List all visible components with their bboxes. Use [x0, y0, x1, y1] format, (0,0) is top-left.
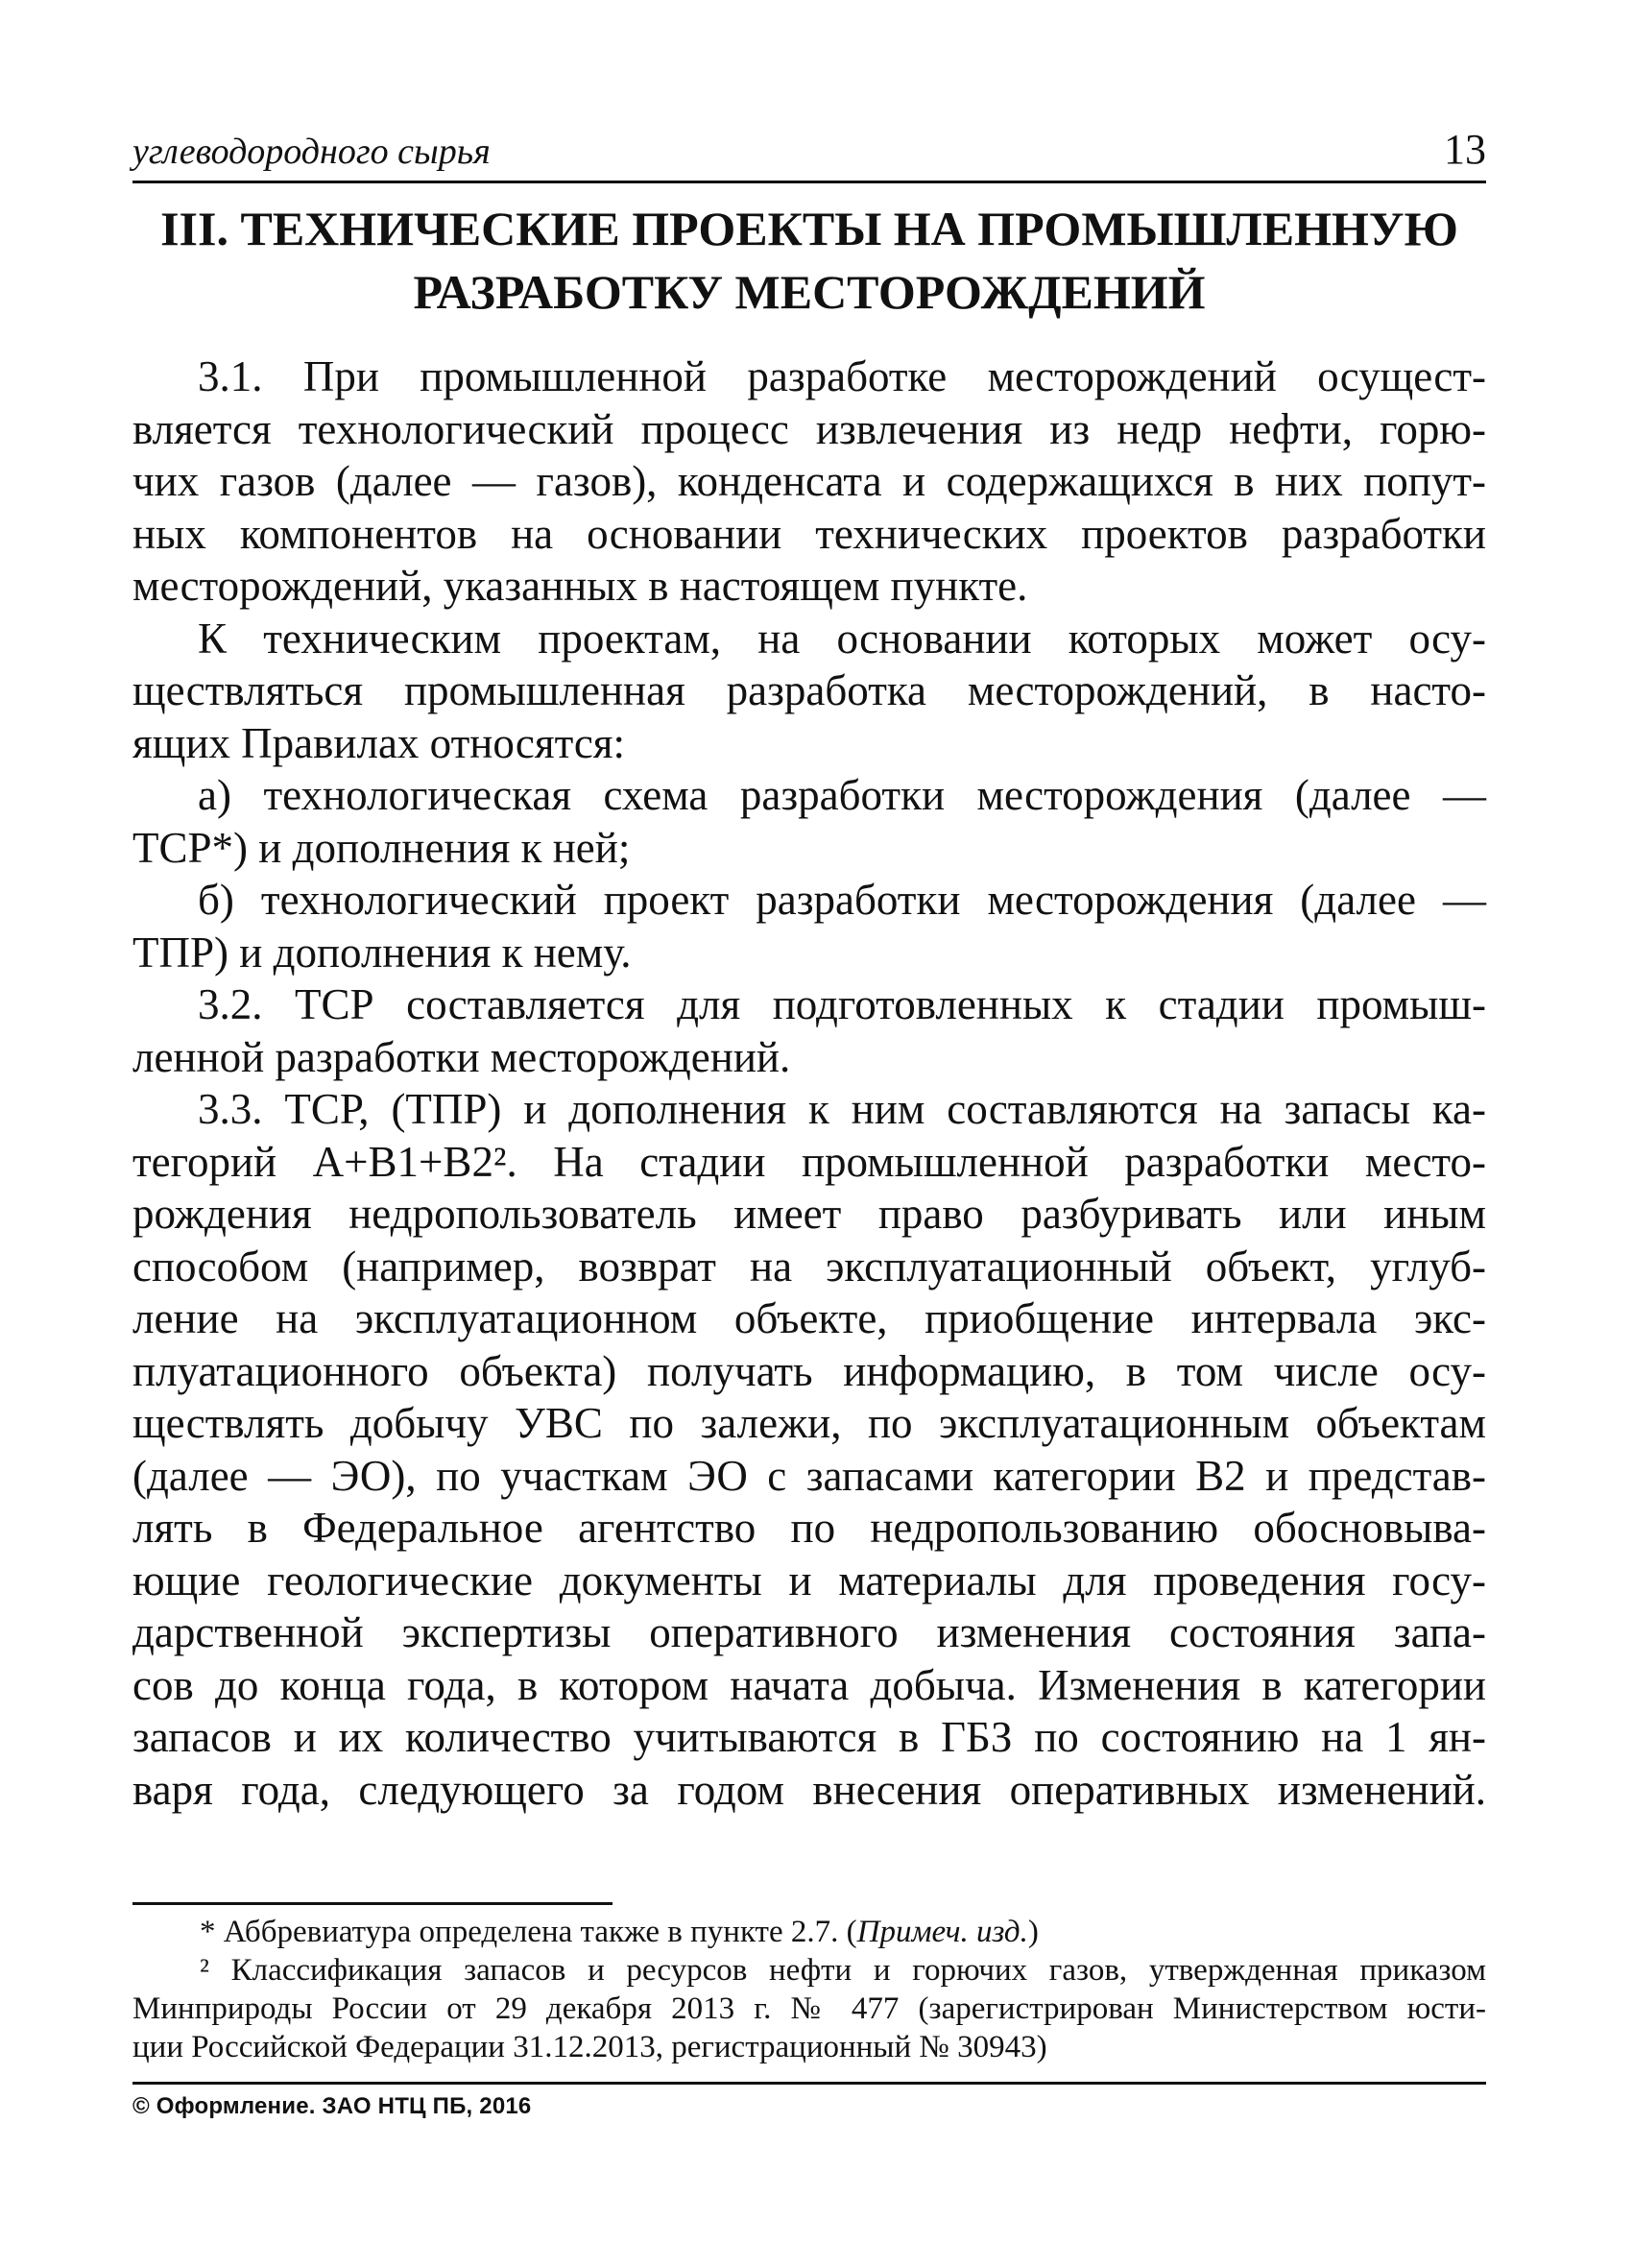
- footnote-1: [132, 1913, 1486, 1951]
- running-title: углеводородного сырья: [132, 132, 491, 172]
- footnote-1-note: Примеч. изд.: [856, 1915, 1028, 1949]
- body-text: [132, 350, 1486, 1816]
- body-line: (далее — ЭО), по участкам ЭО с запасами категории В2 и представ-: [132, 1451, 1486, 1500]
- body-line: ление на эксплуатационном объекте, приобщение интервала экс-: [132, 1294, 1486, 1342]
- body-line: вляется технологический процесс извлечения из недр нефти, горю-: [132, 404, 1486, 453]
- footnote-2-line: ции Российской Федерации 31.12.2013, регистрационный № 30943): [132, 2030, 1047, 2064]
- chapter-title: [132, 197, 1486, 324]
- body-line: ТПР) и дополнения к нему.: [132, 928, 632, 977]
- body-line: способом (например, возврат на эксплуатационный объект, углуб-: [132, 1242, 1486, 1291]
- footnote-2-line: ² Классификация запасов и ресурсов нефти и горючих газов, утвержденная приказом: [200, 1953, 1486, 1988]
- footnote-2-line: Минприроды России от 29 декабря 2013 г. № 477 (зарегистрирован Министерством юсти-: [132, 1991, 1486, 2026]
- body-line: тегорий А+В1+В2². На стадии промышленной разработки место-: [132, 1137, 1486, 1186]
- body-line: месторождений, указанных в настоящем пункте.: [132, 562, 1028, 610]
- body-line: запасов и их количество учитываются в ГБЗ по состоянию на 1 ян-: [132, 1713, 1486, 1761]
- copyright-notice: © Оформление. ЗАО НТЦ ПБ, 2016: [132, 2093, 532, 2119]
- body-line: сов до конца года, в котором начата добыча. Изменения в категории: [132, 1660, 1486, 1709]
- footer-separator: [132, 2082, 1486, 2085]
- body-line: ющие геологические документы и материалы для проведения госу-: [132, 1556, 1486, 1604]
- page-number: 13: [1444, 126, 1486, 173]
- body-line: плуатационного объекта) получать информацию, в том числе осу-: [132, 1346, 1486, 1395]
- body-line: ящих Правилах относятся:: [132, 718, 625, 767]
- body-line: ных компонентов на основании технических проектов разработки: [132, 509, 1486, 558]
- footnote-1-close: ): [1027, 1915, 1039, 1949]
- chapter-title-line-2: РАЗРАБОТКУ МЕСТОРОЖДЕНИЙ: [413, 265, 1206, 319]
- body-line: лять в Федеральное агентство по недропользованию обосновыва-: [132, 1504, 1486, 1552]
- body-line: б) технологический проект разработки месторождения (далее —: [198, 876, 1486, 924]
- body-line: ТСР*) и дополнения к ней;: [132, 823, 631, 872]
- body-line: чих газов (далее — газов), конденсата и содержащихся в них попут-: [132, 457, 1486, 505]
- body-line: ленной разработки месторождений.: [132, 1032, 791, 1081]
- body-line: ществляться промышленная разработка месторождений, в насто-: [132, 666, 1486, 714]
- body-line: варя года, следующего за годом внесения оперативных изменений.: [132, 1765, 1486, 1814]
- body-line: ществлять добычу УВС по залежи, по эксплуатационным объектам: [132, 1399, 1486, 1447]
- body-line: 3.1. При промышленной разработке месторождений осущест-: [198, 352, 1486, 400]
- footnote-separator: [132, 1902, 612, 1905]
- chapter-title-line-1: III. ТЕХНИЧЕСКИЕ ПРОЕКТЫ НА ПРОМЫШЛЕННУЮ: [160, 202, 1458, 255]
- page-header: [132, 123, 1486, 183]
- body-line: а) технологическая схема разработки месторождения (далее —: [198, 771, 1486, 819]
- body-line: рождения недропользователь имеет право разбуривать или иным: [132, 1190, 1486, 1238]
- footnote-1-text: * Аббревиатура определена также в пункте 2.7. (: [200, 1915, 857, 1949]
- body-line: дарственной экспертизы оперативного изменения состояния запа-: [132, 1608, 1486, 1656]
- body-line: 3.3. ТСР, (ТПР) и дополнения к ним составляются на запасы ка-: [198, 1085, 1486, 1133]
- body-line: 3.2. ТСР составляется для подготовленных к стадии промыш-: [198, 980, 1486, 1028]
- body-line: К техническим проектам, на основании которых может осу-: [198, 614, 1486, 663]
- footnotes: [132, 1913, 1486, 2066]
